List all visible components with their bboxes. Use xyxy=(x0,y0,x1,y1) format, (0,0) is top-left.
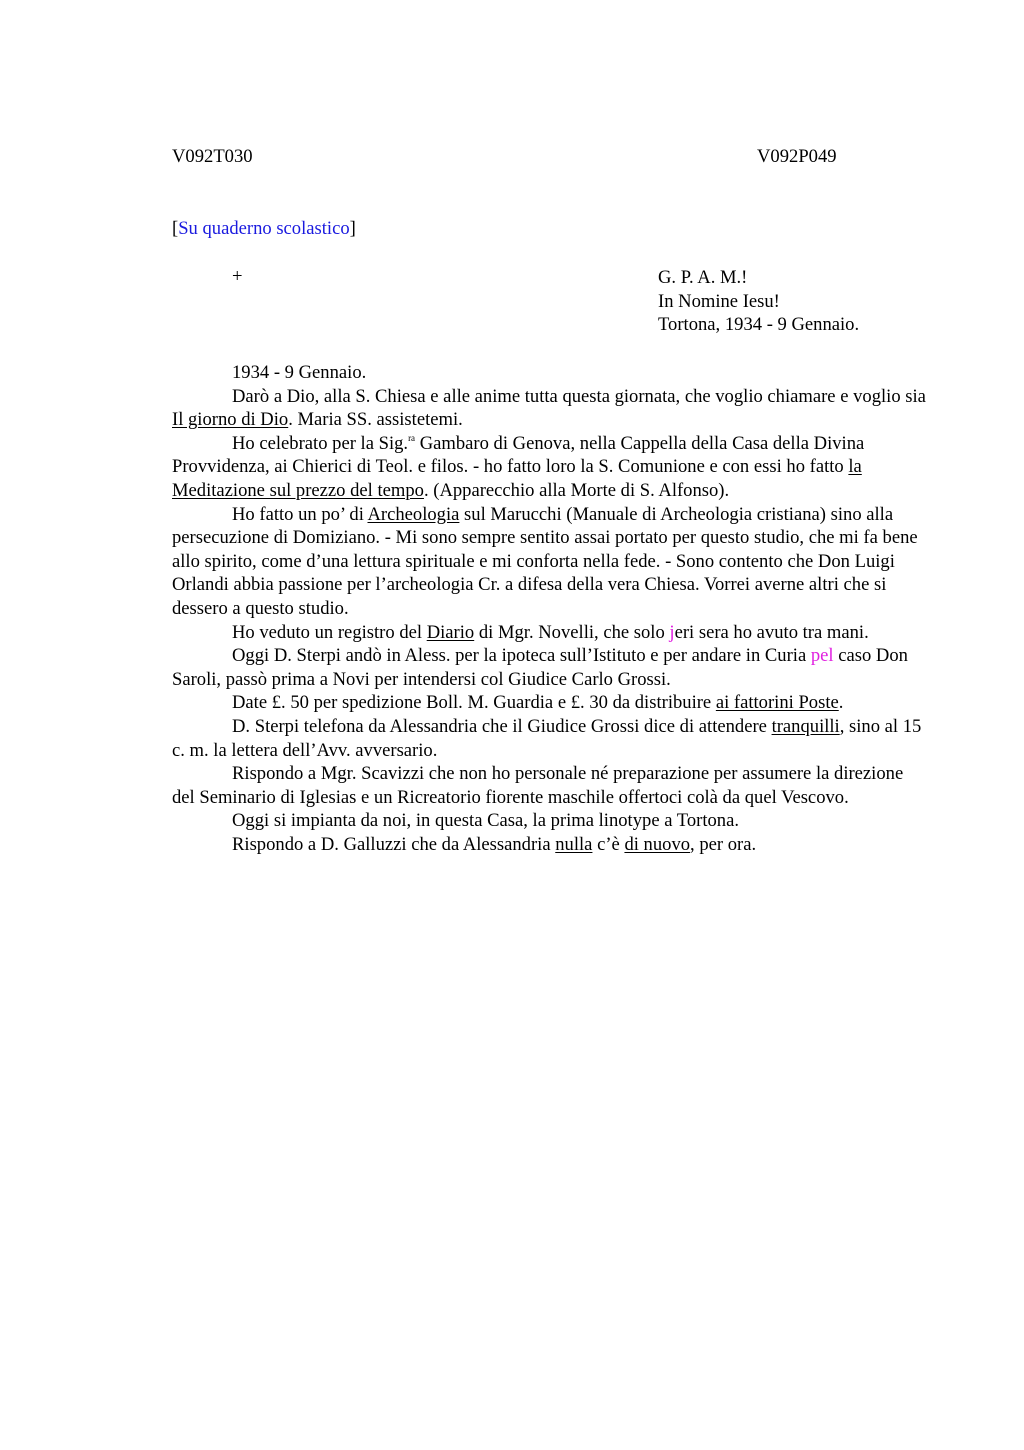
underlined-text: Il giorno di Dio xyxy=(172,409,289,431)
paragraph-7: D. Sterpi telefona da Alessandria che il Giudice Grossi dice di attendere tranquilli, sino al 15 c. m. la lettera dell’Avv. avversario. xyxy=(172,715,922,761)
paragraph-1: Darò a Dio, alla S. Chiesa e alle anime tutta questa giornata, che voglio chiamare e voglio sia Il giorno di Dio. Maria SS. assistetemi. xyxy=(172,385,926,431)
paragraph-5: Oggi D. Sterpi andò in Aless. per la ipoteca sull’Istituto e per andare in Curia pel caso Don Saroli, passò prima a Novi per intendersi col Giudice Carlo Grossi. xyxy=(172,645,908,690)
cross-symbol: + xyxy=(232,266,243,287)
paragraph-3: Ho fatto un po’ di Archeologia sul Marucchi (Manuale di Archeologia cristiana) sino alla persecuzione di Domiziano. - Mi sono sempre sentito assai portato per questo studio, che mi fa bene allo spirito, come d’una lettura spirituale e mi conforta nella fede. - Sono contento che Don Luigi Orlandi abbia passione per l’archeologia Cr. a difesa della vera Chiesa. Vorrei averne altri che si dessero a questo studio. xyxy=(172,503,918,619)
document-code-right: V092P049 xyxy=(757,146,837,167)
paragraph-2: Ho celebrato per la Sig.$^{ra}$ Gambaro di Genova, nella Cappella della Casa della Divina Provvidenza, ai Chierici di Teol. e filos. - ho fatto loro la S. Comunione e con essi ho fatto la Meditazione sul prezzo del tempo. (Apparecchio alla Morte di S. Alfonso). xyxy=(172,432,865,501)
diary-body xyxy=(172,361,929,856)
paragraph-6: Date £. 50 per spedizione Boll. M. Guardia e £. 30 da distribuire ai fattorini Poste. xyxy=(232,692,844,714)
paragraph-10: Rispondo a D. Galluzzi che da Alessandria nulla c’è di nuovo, per ora. xyxy=(232,833,757,855)
underlined-text: ai fattorini Poste xyxy=(715,692,839,714)
underlined-text: nulla xyxy=(555,833,593,855)
superscript: ra xyxy=(408,432,416,443)
document-code-left: V092T030 xyxy=(172,146,253,167)
paragraph-9: Oggi si impianta da noi, in questa Casa, la prima linotype a Tortona. xyxy=(232,810,739,832)
underlined-text: Diario xyxy=(426,621,475,643)
note-close-bracket: ] xyxy=(349,218,356,239)
underlined-text: Archeologia xyxy=(367,503,460,525)
corrected-text: pel xyxy=(810,645,834,667)
editorial-note xyxy=(172,218,356,240)
heading-line-2: In Nomine Iesu! xyxy=(658,290,780,312)
underlined-text: tranquilli xyxy=(771,715,840,737)
paragraph-4: Ho veduto un registro del Diario di Mgr. Novelli, che solo jeri sera ho avuto tra mani. xyxy=(232,621,869,643)
corrected-text: j xyxy=(669,621,675,643)
note-open-bracket: [ xyxy=(172,218,179,239)
entry-date: 1934 - 9 Gennaio. xyxy=(232,362,367,383)
underlined-text: di nuovo xyxy=(624,833,691,855)
underlined-text: la Meditazione sul prezzo del tempo xyxy=(172,456,862,501)
heading-line-1: G. P. A. M.! xyxy=(658,267,748,288)
note-text: Su quaderno scolastico xyxy=(178,218,350,239)
letter-heading xyxy=(658,266,859,337)
paragraph-8: Rispondo a Mgr. Scavizzi che non ho personale né preparazione per assumere la direzione del Seminario di Iglesias e un Ricreatorio fiorente maschile offertoci colà da quel Vescovo. xyxy=(172,763,904,808)
heading-line-3: Tortona, 1934 - 9 Gennaio. xyxy=(658,314,860,335)
